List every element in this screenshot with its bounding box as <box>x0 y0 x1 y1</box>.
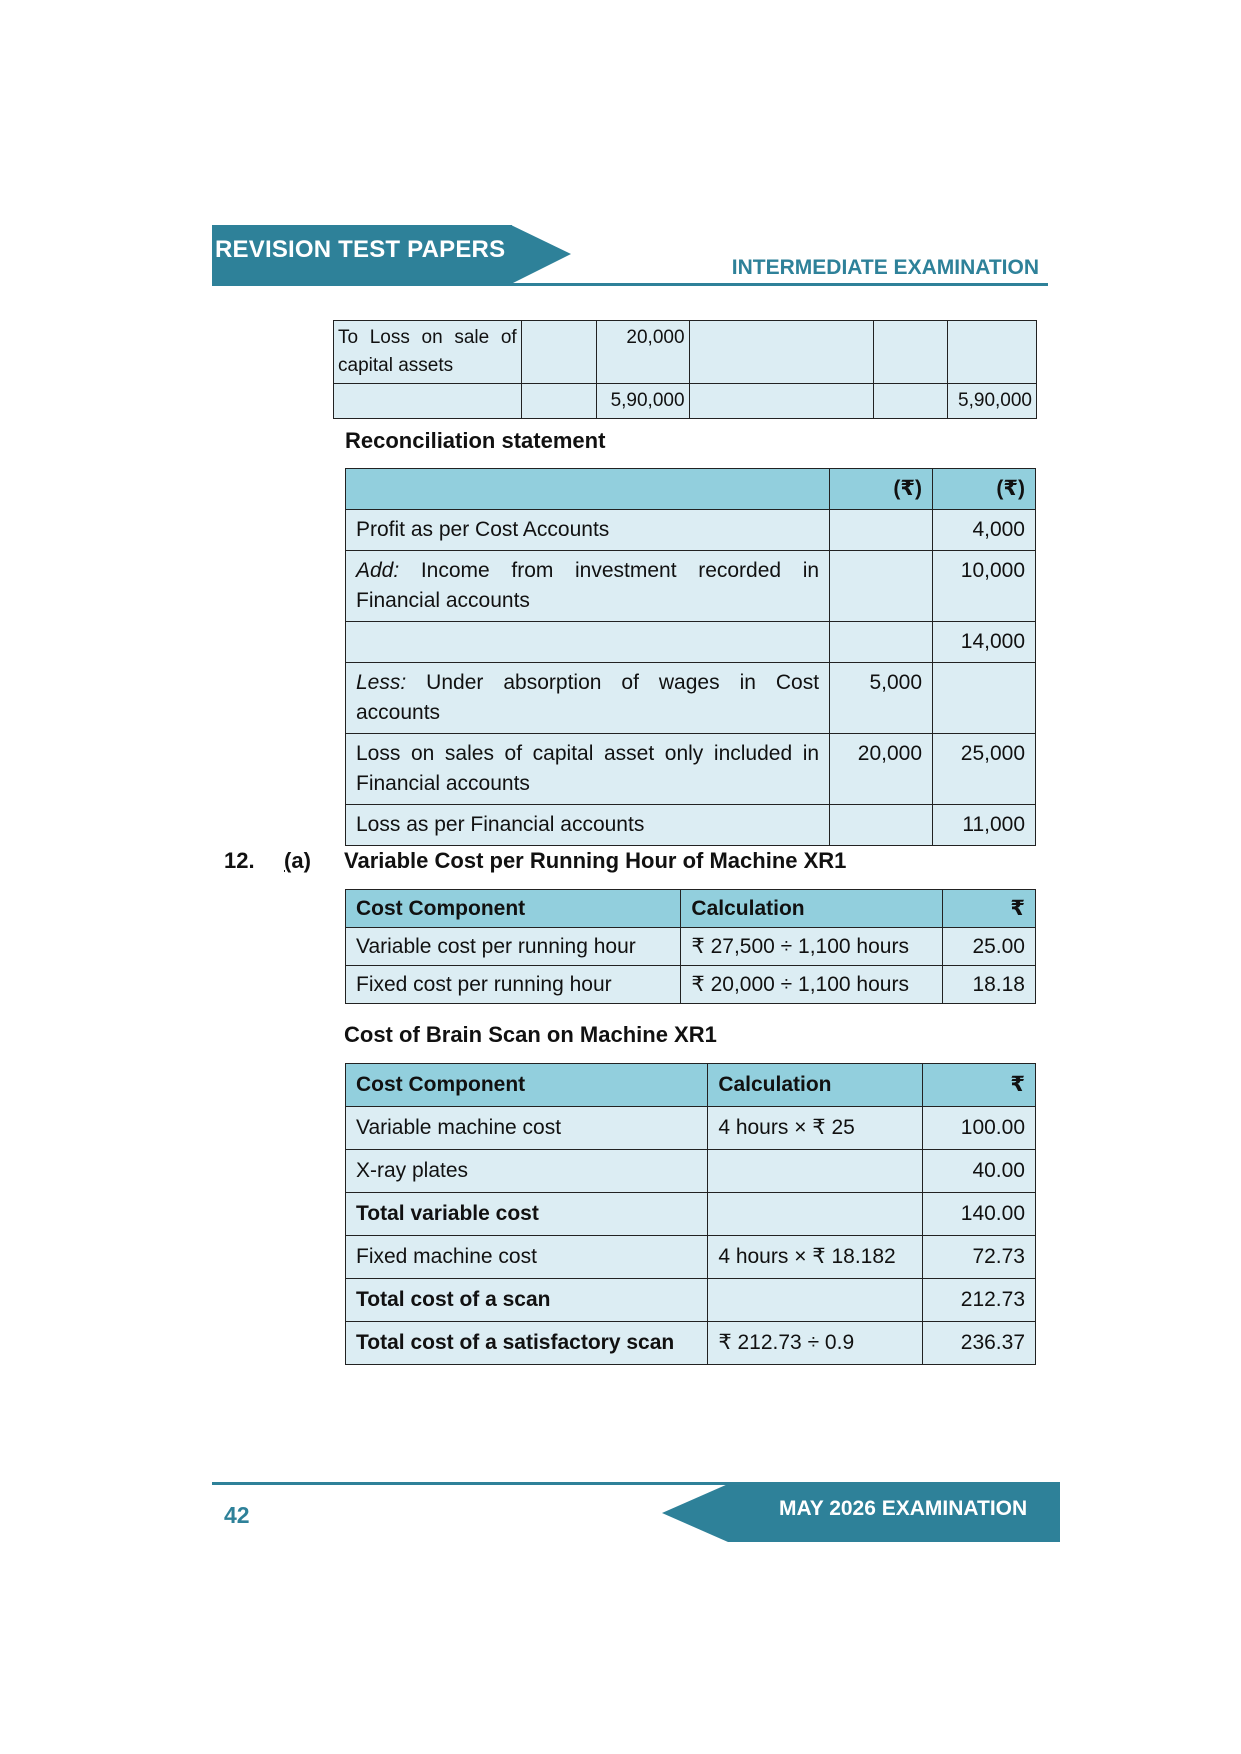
calculation: 4 hours × ₹ 18.182 <box>708 1236 923 1279</box>
table-row <box>346 1279 1036 1322</box>
table-row <box>346 1236 1036 1279</box>
row-total: 25,000 <box>933 734 1036 805</box>
question-part: (a) <box>284 848 311 873</box>
header-cell: ₹ <box>923 1064 1036 1107</box>
ledger-cell <box>689 384 874 419</box>
cost-component: Variable machine cost <box>346 1107 708 1150</box>
ledger-cell: To Loss on sale of capital assets <box>334 321 522 384</box>
row-amount <box>830 510 933 551</box>
row-total: 14,000 <box>933 622 1036 663</box>
cost-component: X-ray plates <box>346 1150 708 1193</box>
header-cell: Calculation <box>708 1064 923 1107</box>
row-label: Add: Income from investment recorded in Financial accounts <box>346 551 830 622</box>
ledger-cell <box>521 321 596 384</box>
table-row <box>346 663 1036 734</box>
reconciliation-table <box>345 468 1036 846</box>
reconciliation-heading: Reconciliation statement <box>345 428 606 453</box>
table-header-row <box>346 890 1036 928</box>
row-total: 4,000 <box>933 510 1036 551</box>
amount: 236.37 <box>923 1322 1036 1365</box>
row-amount <box>830 622 933 663</box>
table-row <box>334 384 1037 419</box>
ledger-cell: 5,90,000 <box>947 384 1036 419</box>
calculation <box>708 1193 923 1236</box>
row-label: Less: Under absorption of wages in Cost accounts <box>346 663 830 734</box>
table-row <box>346 805 1036 846</box>
row-label: Loss on sales of capital asset only included in Financial accounts <box>346 734 830 805</box>
ledger-cell <box>334 384 522 419</box>
table-row <box>346 1193 1036 1236</box>
footer-arrow <box>662 1484 728 1542</box>
header-exam-title: INTERMEDIATE EXAMINATION <box>731 256 1039 279</box>
running-hour-heading: Variable Cost per Running Hour of Machine XR1 <box>344 848 847 873</box>
table-header-row <box>346 469 1036 510</box>
header-cell: Cost Component <box>346 890 681 928</box>
table-row <box>346 551 1036 622</box>
row-amount: 20,000 <box>830 734 933 805</box>
running-hour-table <box>345 889 1036 1004</box>
calculation <box>708 1279 923 1322</box>
row-total <box>933 663 1036 734</box>
calculation: 4 hours × ₹ 25 <box>708 1107 923 1150</box>
footer-exam-title: MAY 2026 EXAMINATION <box>779 1497 1028 1520</box>
header-rule <box>212 283 1048 286</box>
calculation: ₹ 20,000 ÷ 1,100 hours <box>681 966 943 1004</box>
header-cell: (₹) <box>933 469 1036 510</box>
table-row <box>346 1150 1036 1193</box>
amount: 72.73 <box>923 1236 1036 1279</box>
header-cell: (₹) <box>830 469 933 510</box>
cost-component: Total cost of a scan <box>346 1279 708 1322</box>
table-row <box>346 966 1036 1004</box>
amount: 140.00 <box>923 1193 1036 1236</box>
page-number: 42 <box>224 1502 250 1528</box>
table-row <box>346 1107 1036 1150</box>
ledger-table <box>333 320 1037 419</box>
amount: 18.18 <box>943 966 1036 1004</box>
table-row <box>346 734 1036 805</box>
calculation: ₹ 212.73 ÷ 0.9 <box>708 1322 923 1365</box>
header-arrow <box>511 225 571 284</box>
header-cell <box>346 469 830 510</box>
header-cell: Calculation <box>681 890 943 928</box>
cost-component: Variable cost per running hour <box>346 928 681 966</box>
table-row <box>334 321 1037 384</box>
table-header-row <box>346 1064 1036 1107</box>
table-row <box>346 510 1036 551</box>
table-row <box>346 622 1036 663</box>
row-amount: 5,000 <box>830 663 933 734</box>
brain-scan-table <box>345 1063 1036 1365</box>
ledger-cell <box>874 321 948 384</box>
row-total: 10,000 <box>933 551 1036 622</box>
ledger-cell: 20,000 <box>596 321 689 384</box>
cost-component: Fixed machine cost <box>346 1236 708 1279</box>
ledger-cell <box>947 321 1036 384</box>
ledger-cell <box>689 321 874 384</box>
amount: 40.00 <box>923 1150 1036 1193</box>
question-number: 12. <box>224 848 255 873</box>
row-amount <box>830 805 933 846</box>
header-cell: Cost Component <box>346 1064 708 1107</box>
cost-component: Total variable cost <box>346 1193 708 1236</box>
calculation <box>708 1150 923 1193</box>
row-amount <box>830 551 933 622</box>
table-row <box>346 1322 1036 1365</box>
cost-component: Fixed cost per running hour <box>346 966 681 1004</box>
header-title: REVISION TEST PAPERS <box>215 236 506 263</box>
row-total: 11,000 <box>933 805 1036 846</box>
amount: 25.00 <box>943 928 1036 966</box>
ledger-cell <box>874 384 948 419</box>
ledger-cell: 5,90,000 <box>596 384 689 419</box>
ledger-cell <box>521 384 596 419</box>
table-row <box>346 928 1036 966</box>
row-label: Profit as per Cost Accounts <box>346 510 830 551</box>
amount: 100.00 <box>923 1107 1036 1150</box>
calculation: ₹ 27,500 ÷ 1,100 hours <box>681 928 943 966</box>
amount: 212.73 <box>923 1279 1036 1322</box>
row-label <box>346 622 830 663</box>
row-label: Loss as per Financial accounts <box>346 805 830 846</box>
brain-scan-heading: Cost of Brain Scan on Machine XR1 <box>344 1022 717 1047</box>
header-cell: ₹ <box>943 890 1036 928</box>
cost-component: Total cost of a satisfactory scan <box>346 1322 708 1365</box>
